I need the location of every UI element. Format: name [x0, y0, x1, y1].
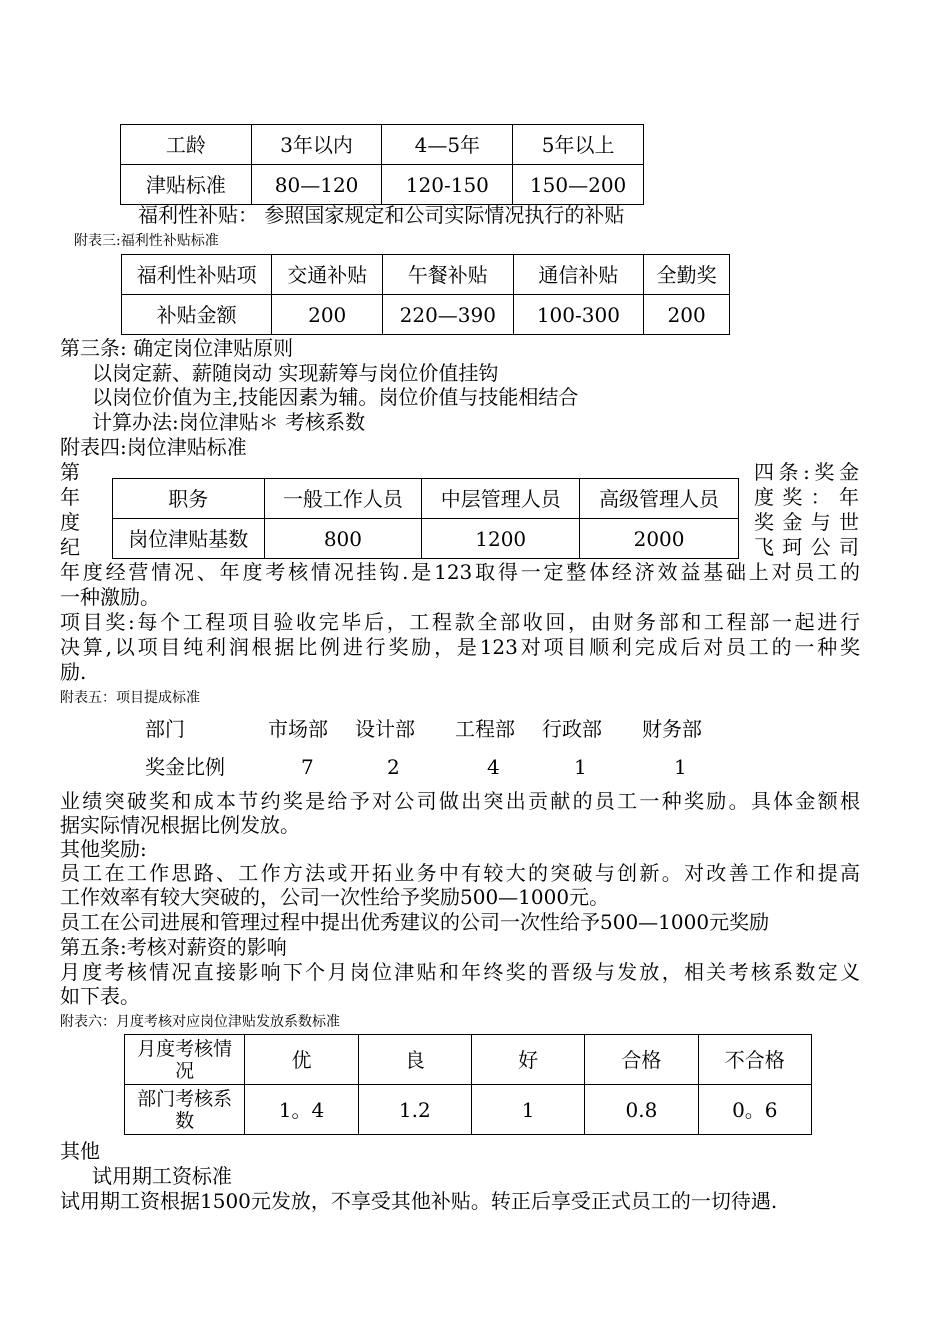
table-cell: 高级管理人员 — [580, 479, 739, 519]
table-cell: 1.2 — [358, 1085, 471, 1135]
article-4-left-char: 第 — [60, 460, 80, 484]
article-4-line-b: 一种激励。 — [60, 585, 160, 609]
welfare-allowance-table — [121, 254, 730, 335]
article-4-line-a: 年度经营情况、年度考核情况挂钩.是123取得一定整体经济效益基础上对员工的 — [60, 560, 860, 584]
other-title: 其他 — [60, 1139, 100, 1163]
article-4-right-line: 飞 珂 公 司 — [754, 535, 859, 559]
article-5-line-1: 月度考核情况直接影响下个月岗位津贴和年终奖的晋级与发放，相关考核系数定义 — [60, 960, 860, 984]
table-cell: 好 — [472, 1035, 585, 1085]
table-cell: 岗位津贴基数 — [113, 519, 265, 559]
other-rewards-line-2: 工作效率有较大突破的，公司一次性给予奖励500—1000元。 — [60, 885, 610, 909]
assessment-coefficient-table — [124, 1034, 812, 1135]
table-cell: 月度考核情况 — [125, 1035, 245, 1085]
table-cell: 200 — [272, 295, 383, 335]
seniority-allowance-table — [120, 124, 644, 205]
table-cell: 1 — [472, 1085, 585, 1135]
article-5-line-2: 如下表。 — [60, 984, 140, 1008]
article-3-line-2: 以岗位价值为主,技能因素为辅。岗位价值与技能相结合 — [92, 385, 579, 409]
article-5-title: 第五条:考核对薪资的影响 — [60, 935, 287, 959]
article-4-right-line: 度 奖 ： 年 — [754, 485, 859, 509]
table-cell: 一般工作人员 — [264, 479, 422, 519]
table-cell: 1200 — [422, 519, 580, 559]
table-cell: 福利性补贴项 — [122, 255, 272, 295]
table-cell: 80—120 — [251, 165, 382, 205]
welfare-line: 福利性补贴： 参照国家规定和公司实际情况执行的补贴 — [138, 203, 625, 227]
project-table-header: 设计部 — [355, 717, 415, 741]
probation-line: 试用期工资根据1500元发放，不享受其他补贴。转正后享受正式员工的一切待遇. — [60, 1189, 778, 1213]
project-table-value: 1 — [674, 755, 687, 779]
article-4-left-char: 年 — [60, 485, 80, 509]
table-cell: 午餐补贴 — [383, 255, 514, 295]
project-bonus-line-3: 励. — [60, 660, 87, 684]
table-cell: 部门考核系数 — [125, 1085, 245, 1135]
table-cell: 工龄 — [121, 125, 252, 165]
project-table-value: 奖金比例 — [145, 755, 225, 779]
table-cell: 全勤奖 — [644, 255, 730, 295]
project-table-header: 工程部 — [455, 717, 515, 741]
project-table-value: 4 — [487, 755, 500, 779]
other-rewards-line-3: 员工在公司进展和管理过程中提出优秀建议的公司一次性给予500—1000元奖励 — [60, 910, 770, 934]
table-cell: 0.8 — [585, 1085, 698, 1135]
table-cell: 不合格 — [698, 1035, 811, 1085]
table-cell: 4—5年 — [382, 125, 513, 165]
article-3-line-3: 计算办法:岗位津贴＊ 考核系数 — [92, 410, 366, 434]
table-cell: 220—390 — [383, 295, 514, 335]
project-table-header: 财务部 — [642, 717, 702, 741]
project-table-header: 部门 — [145, 717, 185, 741]
table-cell: 200 — [644, 295, 730, 335]
caption-table-3: 附表三:福利性补贴标准 — [74, 233, 219, 249]
project-table-value: 1 — [574, 755, 587, 779]
performance-line-1: 业绩突破奖和成本节约奖是给予对公司做出突出贡献的员工一种奖励。具体金额根 — [60, 789, 860, 813]
table-cell: 中层管理人员 — [422, 479, 580, 519]
article-4-left-char: 度 — [60, 510, 80, 534]
table-cell: 0。6 — [698, 1085, 811, 1135]
article-4-right-line: 奖 金 与 世 — [754, 510, 859, 534]
table-cell: 交通补贴 — [272, 255, 383, 295]
other-rewards-title: 其他奖励: — [60, 837, 147, 861]
project-table-header: 市场部 — [268, 717, 328, 741]
caption-table-6: 附表六：月度考核对应岗位津贴发放系数标准 — [60, 1014, 340, 1030]
table-cell: 津贴标准 — [121, 165, 252, 205]
table-cell: 800 — [264, 519, 422, 559]
table-cell: 150—200 — [513, 165, 644, 205]
table-cell: 1。4 — [245, 1085, 358, 1135]
table-cell: 100-300 — [513, 295, 644, 335]
probation-title: 试用期工资标准 — [92, 1164, 232, 1188]
caption-table-4: 附表四:岗位津贴标准 — [60, 435, 247, 459]
article-4-left-char: 纪 — [60, 535, 80, 559]
other-rewards-line-1: 员工在工作思路、工作方法或开拓业务中有较大的突破与创新。对改善工作和提高 — [60, 861, 860, 885]
article-3-title: 第三条: 确定岗位津贴原则 — [60, 336, 294, 360]
table-cell: 优 — [245, 1035, 358, 1085]
project-bonus-line-1: 项目奖:每个工程项目验收完毕后，工程款全部收回，由财务部和工程部一起进行 — [60, 610, 860, 634]
article-4-right-line: 四条:奖金 — [754, 460, 859, 484]
table-cell: 通信补贴 — [513, 255, 644, 295]
position-allowance-table — [112, 478, 739, 559]
project-table-value: 2 — [387, 755, 400, 779]
table-cell: 职务 — [113, 479, 265, 519]
table-cell: 合格 — [585, 1035, 698, 1085]
table-cell: 3年以内 — [251, 125, 382, 165]
project-table-header: 行政部 — [542, 717, 602, 741]
caption-table-5: 附表五：项目提成标准 — [60, 690, 200, 706]
table-cell: 5年以上 — [513, 125, 644, 165]
table-cell: 2000 — [580, 519, 739, 559]
table-cell: 良 — [358, 1035, 471, 1085]
table-cell: 补贴金额 — [122, 295, 272, 335]
article-3-line-1: 以岗定薪、薪随岗动 实现薪筹与岗位价值挂钩 — [92, 361, 499, 385]
project-table-value: 7 — [301, 755, 314, 779]
project-bonus-line-2: 决算,以项目纯利润根据比例进行奖励，是123对项目顺利完成后对员工的一种奖 — [60, 635, 860, 659]
table-cell: 120-150 — [382, 165, 513, 205]
performance-line-2: 据实际情况根据比例发放。 — [60, 813, 300, 837]
